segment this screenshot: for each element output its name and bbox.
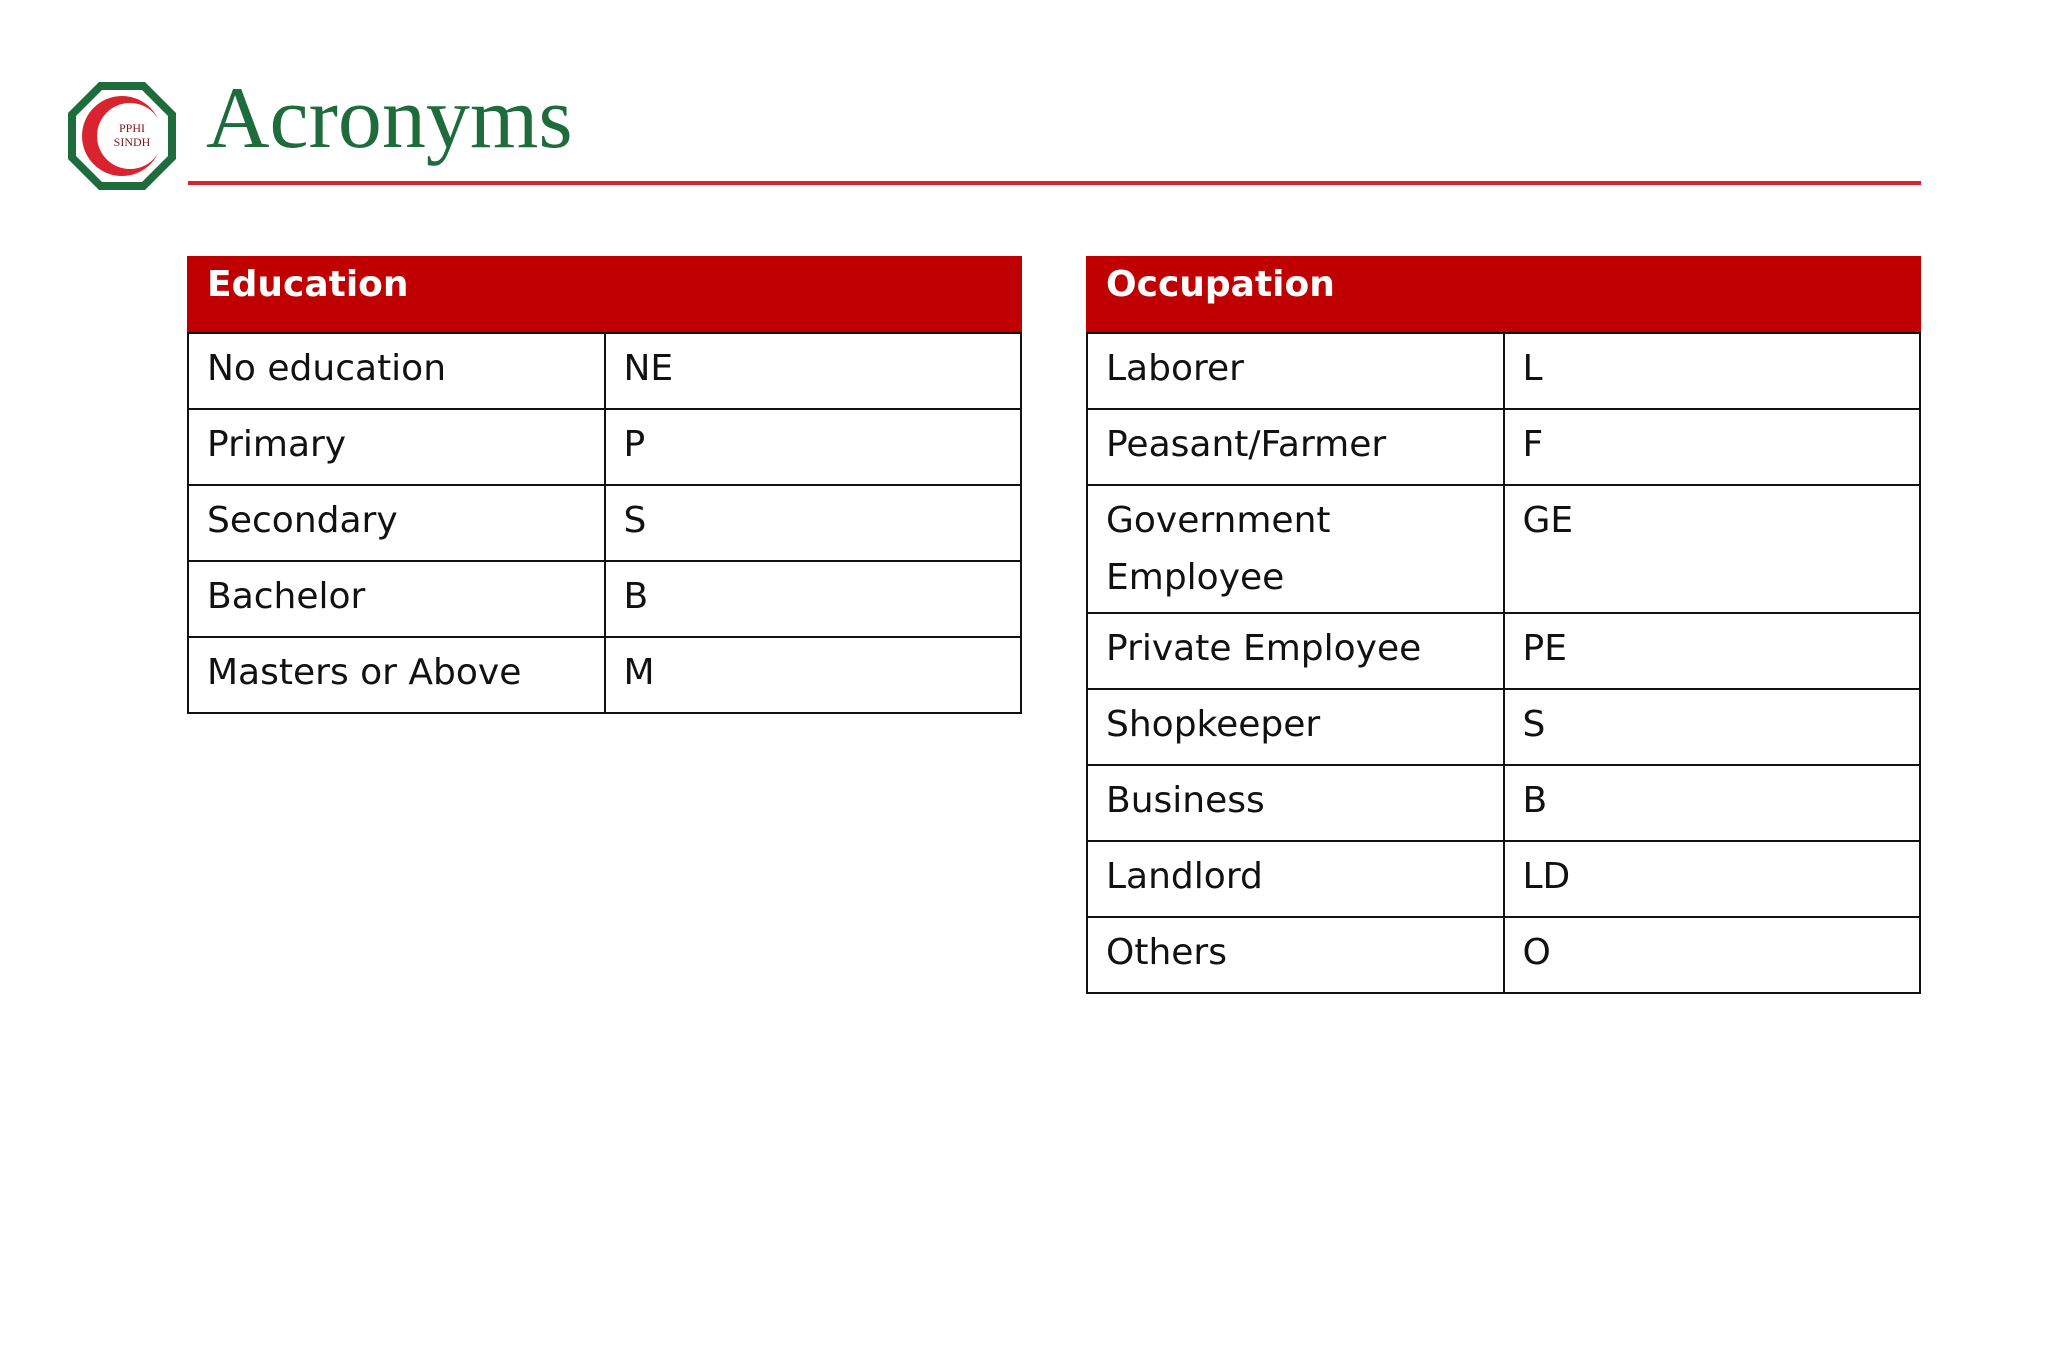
occupation-code: B <box>1504 765 1921 841</box>
occupation-code: PE <box>1504 613 1921 689</box>
table-row <box>188 637 1021 713</box>
occupation-term: Landlord <box>1087 841 1504 917</box>
occupation-header: Occupation <box>1087 257 1920 333</box>
education-code: P <box>605 409 1022 485</box>
occupation-code: O <box>1504 917 1921 993</box>
table-row <box>1087 409 1920 485</box>
pphi-sindh-logo <box>66 80 178 192</box>
education-header-row <box>188 257 1021 333</box>
occupation-code: S <box>1504 689 1921 765</box>
education-code: NE <box>605 333 1022 409</box>
education-term: No education <box>188 333 605 409</box>
occupation-code: F <box>1504 409 1921 485</box>
table-row <box>188 561 1021 637</box>
table-row <box>1087 765 1920 841</box>
education-code: B <box>605 561 1022 637</box>
occupation-term: Business <box>1087 765 1504 841</box>
education-code: M <box>605 637 1022 713</box>
occupation-term: Others <box>1087 917 1504 993</box>
table-row <box>188 333 1021 409</box>
table-row <box>1087 613 1920 689</box>
table-row <box>1087 689 1920 765</box>
occupation-term: Private Employee <box>1087 613 1504 689</box>
occupation-header-row <box>1087 257 1920 333</box>
occupation-term: Shopkeeper <box>1087 689 1504 765</box>
table-row <box>1087 485 1920 613</box>
education-header: Education <box>188 257 1021 333</box>
title-underline <box>188 181 1921 185</box>
occupation-term: Government Employee <box>1087 485 1504 613</box>
education-term: Primary <box>188 409 605 485</box>
occupation-code: GE <box>1504 485 1921 613</box>
education-term: Secondary <box>188 485 605 561</box>
education-table <box>187 256 1022 714</box>
table-row <box>188 409 1021 485</box>
occupation-code: L <box>1504 333 1921 409</box>
education-term: Bachelor <box>188 561 605 637</box>
occupation-table <box>1086 256 1921 994</box>
logo-text-top: PPHI <box>118 121 146 135</box>
education-term: Masters or Above <box>188 637 605 713</box>
occupation-term: Laborer <box>1087 333 1504 409</box>
occupation-code: LD <box>1504 841 1921 917</box>
logo-text-bottom: SINDH <box>113 135 151 149</box>
table-row <box>1087 917 1920 993</box>
table-row <box>1087 841 1920 917</box>
education-code: S <box>605 485 1022 561</box>
table-row <box>1087 333 1920 409</box>
table-row <box>188 485 1021 561</box>
page-title: Acronyms <box>206 70 573 167</box>
occupation-term: Peasant/Farmer <box>1087 409 1504 485</box>
